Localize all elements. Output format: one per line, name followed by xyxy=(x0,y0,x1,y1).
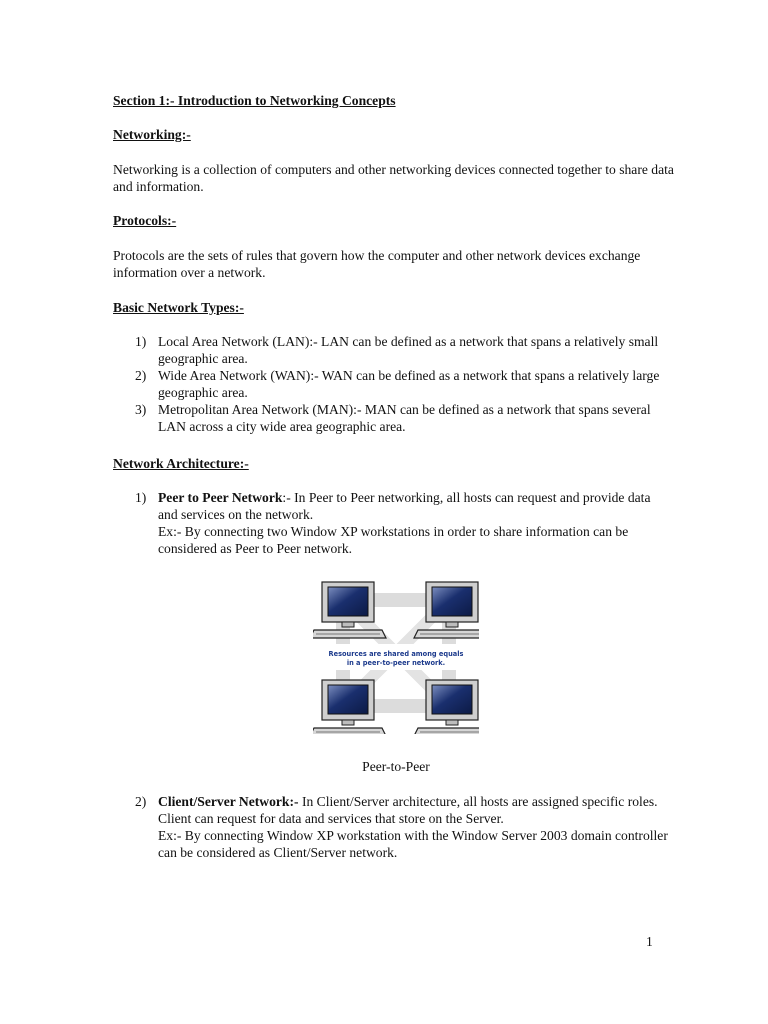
p2p-example: Ex:- By connecting two Window XP workstations in order to share information can be considered as Peer to Peer network. xyxy=(158,524,629,556)
networking-paragraph: Networking is a collection of computers and other networking devices connected together to share data and information. xyxy=(113,162,674,194)
list-item xyxy=(113,333,673,367)
list-number: 1) xyxy=(135,490,147,505)
computer-icon xyxy=(313,582,386,638)
protocols-paragraph: Protocols are the sets of rules that govern how the computer and other network devices exchange information over a network. xyxy=(113,248,641,280)
p2p-title: Peer to Peer Network xyxy=(158,490,283,505)
networking-heading: Networking:- xyxy=(113,127,191,142)
list-number: 1) xyxy=(135,334,147,349)
network-types-list xyxy=(113,333,673,435)
protocols-heading: Protocols:- xyxy=(113,213,177,228)
architecture-list-2 xyxy=(113,793,673,861)
list-number: 2) xyxy=(135,368,147,383)
diagram-text-line2: in a peer-to-peer network. xyxy=(346,659,446,667)
page-number: 1 xyxy=(646,934,653,949)
client-server-text: In Client/Server architecture, all hosts are assigned specific roles. Client can request for data and services that store on the Server. xyxy=(158,794,658,826)
diagram-text-line1: Resources are shared among equals xyxy=(328,650,464,658)
list-item xyxy=(113,489,673,557)
list-item xyxy=(113,367,673,401)
section-title: Section 1:- Introduction to Networking Concepts xyxy=(113,93,396,108)
client-server-title: Client/Server Network:- xyxy=(158,794,299,809)
network-types-heading: Basic Network Types:- xyxy=(113,300,244,315)
architecture-heading: Network Architecture:- xyxy=(113,456,249,471)
list-number: 2) xyxy=(135,794,147,809)
p2p-text: :- In Peer to Peer networking, all hosts can request and provide data and services on the network. xyxy=(158,490,651,522)
list-text: Metropolitan Area Network (MAN):- MAN can be defined as a network that spans several LAN across a city wide area geographic area. xyxy=(158,402,651,434)
list-number: 3) xyxy=(135,402,147,417)
client-server-example: Ex:- By connecting Window XP workstation with the Window Server 2003 domain controller can be considered as Client/Server network. xyxy=(158,828,668,860)
peer-to-peer-diagram xyxy=(313,578,479,734)
architecture-list-1 xyxy=(113,489,673,557)
computer-icon xyxy=(414,582,479,638)
list-item xyxy=(113,793,673,861)
list-text: Local Area Network (LAN):- LAN can be defined as a network that spans a relatively small geographic area. xyxy=(158,334,659,366)
figure-caption: Peer-to-Peer xyxy=(362,759,430,774)
list-item xyxy=(113,401,673,435)
list-text: Wide Area Network (WAN):- WAN can be defined as a network that spans a relatively large geographic area. xyxy=(158,368,660,400)
